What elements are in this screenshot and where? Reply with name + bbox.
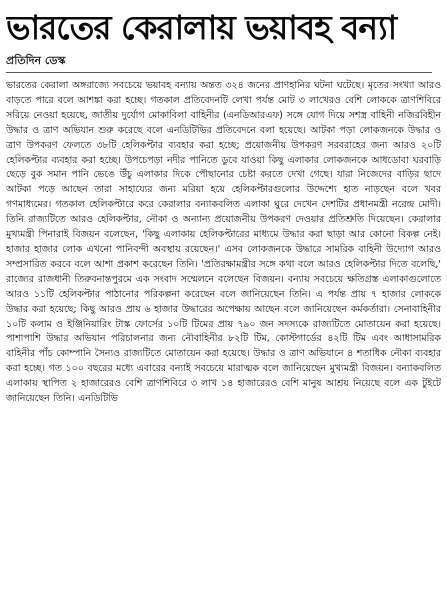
- headline: ভারতের কেরালায় ভয়াবহ বন্যা: [6, 8, 397, 47]
- divider: [6, 72, 432, 73]
- article-body: ভারতের কেরালা অঙ্গরাজ্যে সবচেয়ে ভয়াবহ বন্যায় অন্তত ৩২৪ জনের প্রাণহানির ঘটনা ঘটেছে। মৃতের সংখ্যা আরও বাড়তে পারে বলে আশঙ্কা করা হচ্ছে। গতকাল প্রতিবেদনটি লেখা পর্যন্ত মোট ৩ লাখেরও বেশি লোককে ত্রাণশিবিরে সরিয়ে নেওয়া হয়েছে, জাতীয় দুর্যোগ মোকাবিলা বাহিনীর (এনডিআরএফ) সঙ্গে যোগ দিয়ে সশস্ত্র বাহিনী নজিরবিহীন উদ্ধার ও ত্রাণ অভিযান শুরু করেছে বলে এনডিটিভির প্রতিবেদনে বলা হয়েছে। আটকা পড়া লোকজনকে উদ্ধার ও ত্রাণ উপকরণ ফেলতে ৩৮টি হেলিকপ্টার ব্যবহার করা হচ্ছে; প্রয়োজনীয় উপকরণ সরবরাহের জন্য আরও ২০টি হেলিকপ্টার ব্যবহার করা হচ্ছে। উপচেপড়া নদীর পানিতে ডুবে যাওয়া কিছু এলাকার লোকজনকে আধডোবা ঘরবাড়ি ছেড়ে বুক সমান পানি ভেঙে উঁচু এলাকার দিকে পৌছানোর চেষ্টা করতে দেখা গেছে। যারা নিজেদের বাড়ির ছাদে আটকা পড়ে আছেন তারা সাহায্যের জন্য মরিয়া হয়ে হেলিকপ্টারগুলোর উদ্দেশ্যে হাত নাড়ছেন বলে খবর গণমাধ্যমের। গতকাল হেলিকপ্টারে করে কেরালার বন্যাকবলিত এলাকা ঘুরে দেখেন দেশটির প্রধানমন্ত্রী নরেন্দ্র মোদী। তিনি রাজ্যটিতে আরও হেলিকপ্টার, নৌকা ও অন্যান্য প্রয়োজনীয় উপকরণ দেওয়ার প্রতিশ্রুতি দিয়েছেন। কেরালার মুখ্যমন্ত্রী পিনারাই বিজয়ন বলেছেন, 'কিছু এলাকায় হেলিকপ্টারের মাধ্যমে উদ্ধার করা ছাড়া আর কোনো বিকল্প নেই। হাজার হাজার লোক এখনো পানিবন্দী অবস্থায় রয়েছেন।' এসব লোকজনকে উদ্ধারে সামরিক বাহিনী উদ্যোগ আরও সম্প্রসারিত করবে বলে আশা প্রকাশ করেছেন তিনি। 'প্রতিরক্ষামন্ত্রীর সঙ্গে কথা বলে আরও হেলিকপ্টার দিতে বলেছি,' রাজ্যের রাজধানী তিরুবনান্তপুরমে এক সংবাদ সম্মেলনে বলেছেন বিজয়ন। বন্যায় সবচেয়ে ক্ষতিগ্রস্ত এলাকাগুলোতে আরও ১১টি হেলিকপ্টার পাঠানোর পরিকল্পনা করেছেন বলে জানিয়েছেন তিনি। এ পর্যন্ত প্রায় ৭ হাজার লোককে উদ্ধার করা হয়েছে; কিছু আরও প্রায় ৬ হাজার উদ্ধারের অপেক্ষায় আছেন বলে জানিয়েছেন কর্মকর্তারা। সেনাবাহিনীর ১০টি কলাম ও ইঞ্জিনিয়ারিং টাস্ক ফোর্সের ১০টি টিমের প্রায় ৭৯০ জন সদস্যকে রাজ্যটিতে মোতায়েন করা হয়েছে। পাশাপাশি উদ্ধার অভিযান পরিচালনার জন্য নৌবাহিনীর ৮২টি টিম, কোস্টগার্ডের ৪২টি টিম এবং আধাসামরিক বাহিনীর পাঁচ কোম্পানি সৈন্যও রাজ্যটিতে মোতায়েন করা হয়েছে। উদ্ধার ও ত্রাণ অভিযানে ৪ শতাধিক নৌকা ব্যবহার করা হচ্ছে। গত ১০০ বছরের মধ্যে এবারের বন্যাই সবচেয়ে মারাত্মক বলে জানিয়েছেন মুখ্যমন্ত্রী বিজয়ন। বন্যাকবলিত এলাকায় স্থাপিত ২ হাজারেরও বেশি ত্রাণশিবিরে ৩ লাখ ১৪ হাজারেরও বেশি মানুষ আশ্রয় নিয়েছে বলে এক টুইটে জানিয়েছেন তিনি। এনডিটিভি: [6, 80, 441, 405]
- byline: প্রতিদিন ডেস্ক: [6, 54, 66, 67]
